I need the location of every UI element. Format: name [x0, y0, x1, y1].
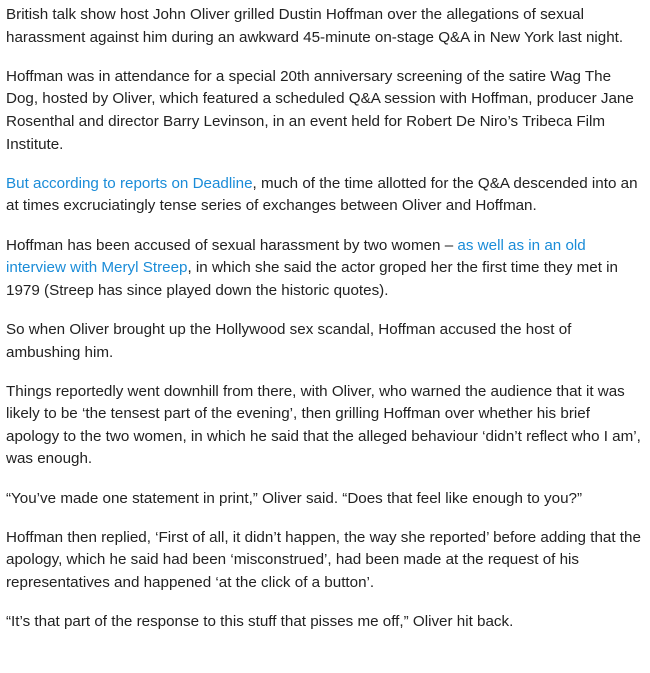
meryl-streep-interview-link[interactable]: as well as in an old interview with Meryl Streep [6, 236, 586, 277]
paragraph-5: So when Oliver brought up the Hollywood sex scandal, Hoffman accused the host of ambushing him. [6, 320, 572, 361]
paragraph-6: Things reportedly went downhill from there, with Oliver, who warned the audience that it was likely to be ‘the tensest part of the evening’, then grilling Hoffman over whether his brief apology to the two women, in which he said that the alleged behaviour ‘didn’t reflect who I am’, was enough. [6, 382, 641, 468]
paragraph-2: Hoffman was in attendance for a special 20th anniversary screening of the satire Wag The Dog, hosted by Oliver, which featured a scheduled Q&A session with Hoffman, producer Jane Rosenthal and director Barry Levinson, in an event held for Robert De Niro’s Tribeca Film Institute. [6, 67, 634, 153]
paragraph-4 [6, 235, 642, 303]
paragraph-7: “You’ve made one statement in print,” Oliver said. “Does that feel like enough to you?” [6, 489, 583, 507]
paragraph-4-text-after: , in which she said the actor groped her the first time they met in 1979 (Streep has since played down the historic quotes). [6, 259, 618, 299]
paragraph-9: “It’s that part of the response to this stuff that pisses me off,” Oliver hit back. [6, 613, 514, 631]
paragraph-3 [6, 173, 642, 218]
paragraph-1: British talk show host John Oliver grilled Dustin Hoffman over the allegations of sexual harassment against him during an awkward 45-minute on-stage Q&A in New York last night. [6, 6, 624, 46]
paragraph-8: Hoffman then replied, ‘First of all, it didn’t happen, the way she reported’ before adding that the apology, which he said had been ‘misconstrued’, had been made at the request of his representatives and happened ‘at the click of a button’. [6, 528, 641, 592]
paragraph-4-text-before: Hoffman has been accused of sexual harassment by two women – [6, 236, 458, 254]
deadline-reports-link[interactable]: But according to reports on Deadline [6, 174, 253, 192]
paragraph-3-text: , much of the time allotted for the Q&A descended into an at times excruciatingly tense series of exchanges between Oliver and Hoffman. [6, 174, 638, 215]
